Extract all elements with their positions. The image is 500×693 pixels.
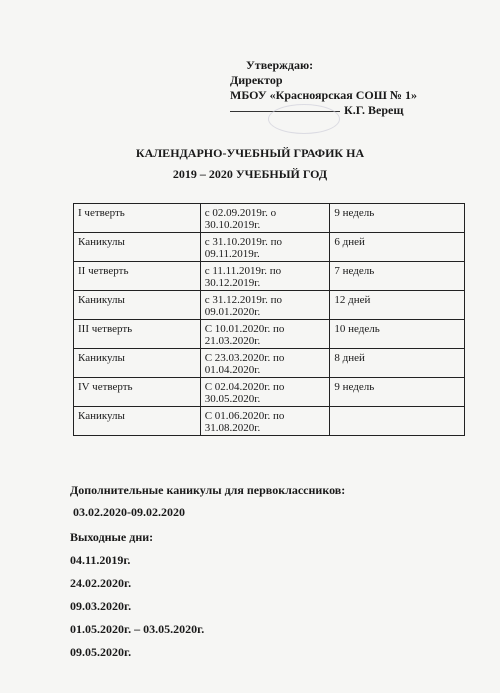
weekend-day: 09.03.2020г. [70, 599, 132, 613]
document-subtitle: 2019 – 2020 УЧЕБНЫЙ ГОД [172, 167, 328, 181]
duration-cell [330, 407, 465, 436]
weekend-day: 01.05.2020г. – 03.05.2020г. [70, 622, 205, 636]
schedule-table [73, 203, 465, 436]
table-row [74, 291, 465, 320]
table-row [74, 378, 465, 407]
duration-cell: 6 дней [330, 233, 465, 262]
dates-cell: с 02.09.2019г. о 30.10.2019г. [200, 204, 330, 233]
table-row [74, 262, 465, 291]
weekend-day: 24.02.2020г. [70, 576, 132, 590]
dates-cell: С 02.04.2020г. по 30.05.2020г. [200, 378, 330, 407]
weekend-day: 09.05.2020г. [70, 645, 132, 659]
extra-holidays-dates: 03.02.2020-09.02.2020 [73, 505, 185, 519]
table-row [74, 407, 465, 436]
table-row [74, 233, 465, 262]
period-cell: Каникулы [74, 407, 201, 436]
dates-cell: С 01.06.2020г. по 31.08.2020г. [200, 407, 330, 436]
table-row [74, 204, 465, 233]
weekends-label: Выходные дни: [70, 530, 154, 544]
duration-cell: 12 дней [330, 291, 465, 320]
approval-position: Директор [230, 73, 283, 87]
document-title: КАЛЕНДАРНО-УЧЕБНЫЙ ГРАФИК НА [135, 146, 365, 160]
period-cell: I четверть [74, 204, 201, 233]
extra-holidays-label: Дополнительные каникулы для первоклассников: [70, 483, 346, 497]
table-row [74, 349, 465, 378]
duration-cell: 7 недель [330, 262, 465, 291]
dates-cell: с 31.10.2019г. по 09.11.2019г. [200, 233, 330, 262]
period-cell: Каникулы [74, 349, 201, 378]
stamp-mark [268, 104, 340, 134]
approval-signer: К.Г. Верещ [344, 103, 404, 117]
duration-cell: 10 недель [330, 320, 465, 349]
dates-cell: С 23.03.2020г. по 01.04.2020г. [200, 349, 330, 378]
dates-cell: с 11.11.2019г. по 30.12.2019г. [200, 262, 330, 291]
dates-cell: С 10.01.2020г. по 21.03.2020г. [200, 320, 330, 349]
period-cell: IV четверть [74, 378, 201, 407]
approval-organization: МБОУ «Красноярская СОШ № 1» [230, 88, 417, 102]
duration-cell: 9 недель [330, 204, 465, 233]
duration-cell: 9 недель [330, 378, 465, 407]
period-cell: II четверть [74, 262, 201, 291]
period-cell: III четверть [74, 320, 201, 349]
dates-cell: с 31.12.2019г. по 09.01.2020г. [200, 291, 330, 320]
table-row [74, 320, 465, 349]
approval-heading: Утверждаю: [246, 58, 314, 72]
weekend-day: 04.11.2019г. [70, 553, 131, 567]
duration-cell: 8 дней [330, 349, 465, 378]
period-cell: Каникулы [74, 291, 201, 320]
period-cell: Каникулы [74, 233, 201, 262]
